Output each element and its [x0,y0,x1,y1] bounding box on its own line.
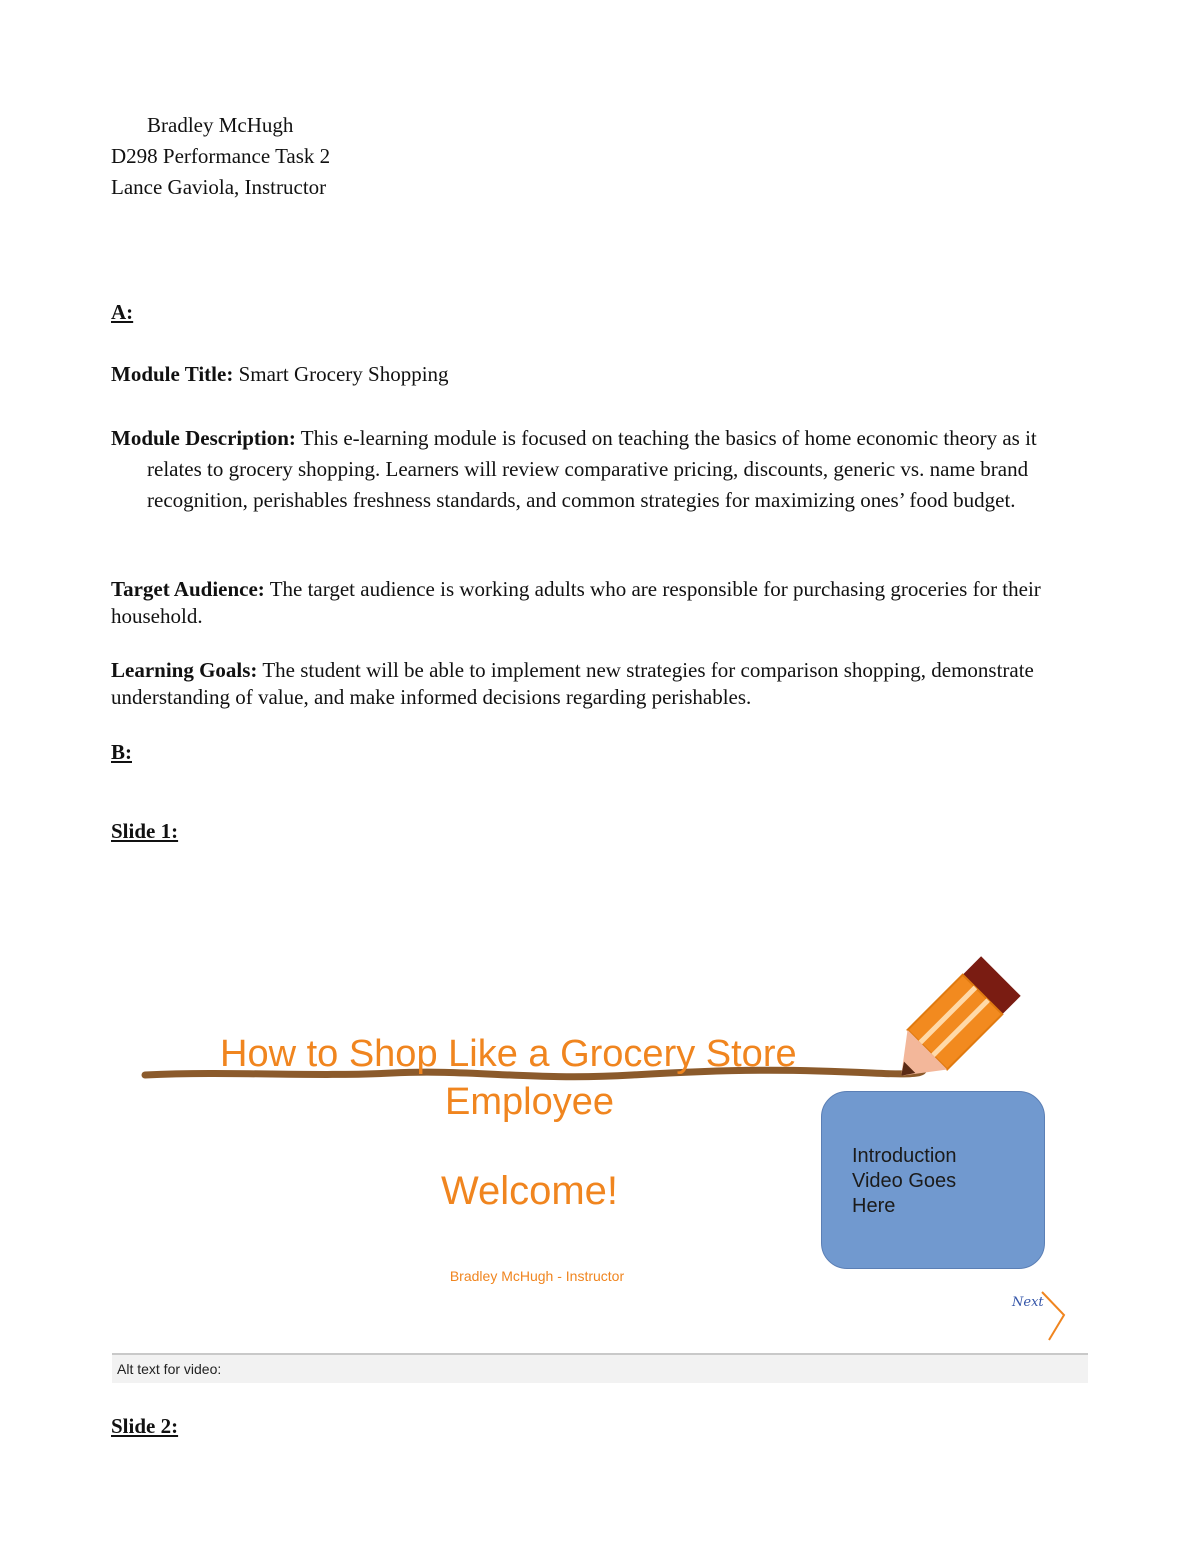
slide-2-heading: Slide 2: [111,1414,179,1438]
module-title-paragraph [111,361,1091,388]
learning-goals-label: Learning Goals: [111,658,258,682]
slide-instructor-line: Bradley McHugh - Instructor [449,1268,625,1284]
author-name: Bradley McHugh [147,113,294,137]
course-title: D298 Performance Task 2 [111,144,331,168]
module-description-label: Module Description: [111,426,296,450]
module-title-value: Smart Grocery Shopping [238,362,449,386]
welcome-text: Welcome! [440,1169,619,1213]
pencil-icon [881,956,1020,1095]
module-title-label: Module Title: [111,362,234,386]
intro-video-text: Introduction Video Goes Here [852,1145,957,1217]
target-audience-label: Target Audience: [111,577,265,601]
next-arrow-icon [1042,1292,1064,1340]
learning-goals-paragraph [111,657,1091,711]
section-b-heading: B: [111,740,132,764]
module-description-paragraph [111,423,1091,516]
learning-goals-value: The student will be able to implement new strategies for comparison shopping, demonstrate understanding of value, and make informed decisions regarding perishables. [111,658,1034,709]
slide-1-heading: Slide 1: [111,819,179,843]
slide-title-line-2: Employee [445,1081,614,1123]
section-a-heading: A: [111,300,134,324]
slide-title-line-1: How to Shop Like a Grocery Store [220,1033,797,1075]
module-description-value: This e-learning module is focused on teaching the basics of home economic theory as it relates to grocery shopping. Learners will review comparative pricing, discounts, generic vs. name brand recognition, perishables freshness standards, and common strategies for maximizing ones’ food budget. [147,426,1037,512]
target-audience-paragraph [111,576,1091,630]
instructor-name: Lance Gaviola, Instructor [111,175,327,199]
next-button-label[interactable]: Next [1012,1295,1044,1310]
alt-text-label: Alt text for video: [117,1361,222,1377]
target-audience-value: The target audience is working adults who are responsible for purchasing groceries for their household. [111,577,1041,628]
alt-text-bar [112,1353,1088,1383]
slide-1-preview [112,935,1092,1355]
intro-video-placeholder[interactable] [821,1091,1045,1269]
